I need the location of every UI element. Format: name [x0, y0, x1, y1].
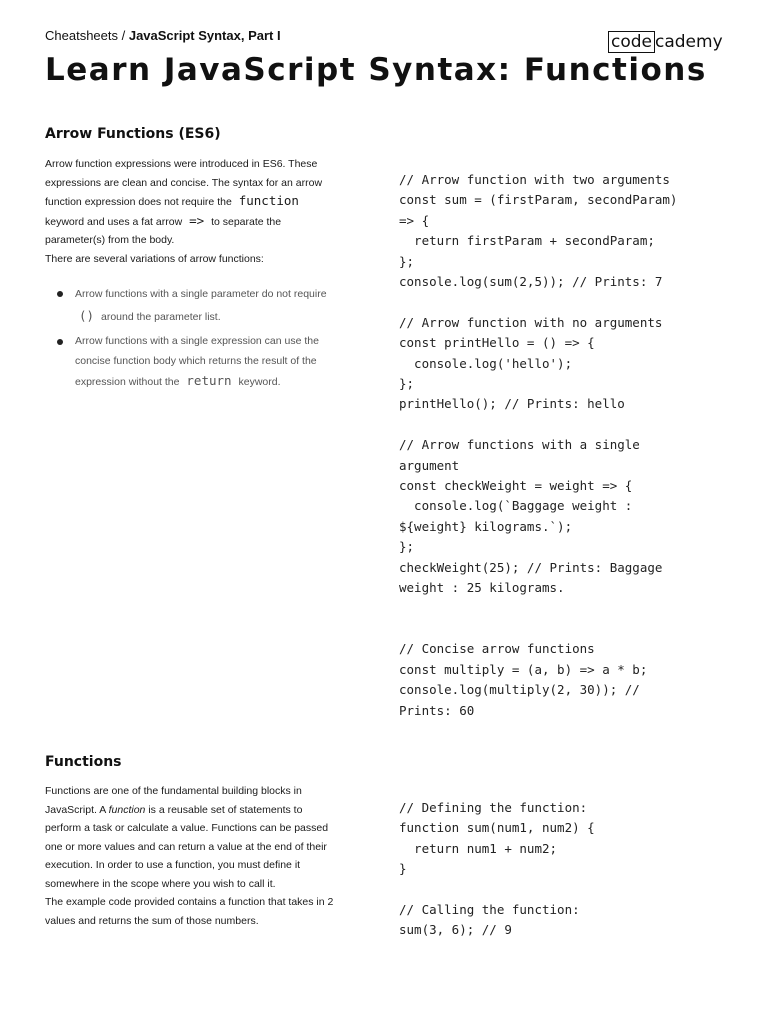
code-line: [399, 292, 677, 312]
code-line: checkWeight(25); // Prints: Baggage: [399, 559, 663, 575]
logo-boxed-text: code: [608, 31, 655, 53]
code-line: Prints: 60: [399, 702, 475, 718]
code-line: => {: [399, 212, 430, 228]
code-line: // Defining the function:: [399, 800, 588, 815]
arrow-functions-variations-list: [56, 283, 331, 395]
section-heading-functions: Functions: [45, 754, 122, 770]
code-line: argument: [399, 457, 460, 473]
code-line: // Arrow function with no arguments: [399, 314, 663, 330]
list-item: [56, 331, 331, 392]
code-line: // Calling the function:: [399, 902, 580, 918]
code-line: printHello(); // Prints: hello: [399, 396, 625, 412]
breadcrumb: [45, 28, 281, 43]
list-item-text: keyword.: [238, 376, 281, 388]
code-line: const printHello = () => {: [399, 335, 595, 351]
codecademy-logo[interactable]: [608, 31, 723, 53]
code-line: console.log('hello');: [399, 355, 573, 371]
description-paragraph: There are several variations of arrow functions:: [45, 252, 264, 265]
breadcrumb-root-link[interactable]: Cheatsheets: [45, 28, 118, 43]
inline-code: return: [186, 373, 232, 388]
code-line: console.log(sum(2,5)); // Prints: 7: [399, 274, 663, 290]
code-line: ${weight} kilograms.`);: [399, 518, 573, 534]
code-line: return firstParam + secondParam;: [399, 233, 655, 249]
code-line: [399, 619, 677, 639]
inline-code: =>: [189, 212, 205, 228]
description-text: keyword and uses a fat arrow: [45, 215, 183, 228]
breadcrumb-current[interactable]: JavaScript Syntax, Part I: [128, 28, 281, 43]
code-line: const sum = (firstParam, secondParam): [399, 192, 678, 208]
section-heading-arrow-functions: Arrow Functions (ES6): [45, 126, 221, 142]
code-line: console.log(`Baggage weight :: [399, 498, 633, 514]
arrow-functions-description: [45, 155, 335, 268]
code-line: return num1 + num2;: [399, 840, 558, 856]
code-line: function sum(num1, num2) {: [399, 820, 595, 836]
list-item-text: Arrow functions with a single parameter do not require: [75, 288, 327, 300]
inline-code: (): [79, 308, 95, 323]
inline-code: function: [238, 193, 299, 208]
code-line: [399, 415, 677, 435]
description-emphasis: function: [108, 803, 146, 816]
page-title: Learn JavaScript Syntax: Functions: [45, 52, 707, 88]
code-line: console.log(multiply(2, 30)); //: [399, 682, 640, 698]
functions-code-example: [399, 798, 595, 941]
code-line: }: [399, 861, 407, 877]
code-line: // Arrow function with two arguments: [399, 172, 670, 187]
description-text: is a reusable set of statements to perform a task or calculate a value. Functions can be passed one or more values and can return a value at the end of their execution. In order to use a function, you must define it somewhere in the scope where you wish to call it.: [45, 803, 329, 890]
code-line: [399, 880, 595, 900]
code-line: // Concise arrow functions: [399, 641, 595, 657]
code-line: const checkWeight = weight => {: [399, 478, 633, 494]
list-item-text: around the parameter list.: [100, 311, 221, 323]
code-line: [399, 599, 677, 619]
list-item: [56, 283, 331, 328]
description-paragraph: [45, 782, 335, 893]
code-line: };: [399, 253, 415, 269]
description-text: Arrow function expressions were introduced in ES6. These expressions are clean and concise. The syntax for an arrow function expression does not require the: [45, 158, 323, 208]
code-line: };: [399, 376, 415, 392]
arrow-functions-code-example: [399, 170, 677, 721]
description-text: Functions are one of the fundamental building blocks in JavaScript. A: [45, 785, 302, 816]
code-line: // Arrow functions with a single: [399, 437, 640, 453]
code-line: const multiply = (a, b) => a * b;: [399, 661, 648, 677]
code-line: };: [399, 539, 415, 555]
functions-description: [45, 782, 335, 930]
code-line: weight : 25 kilograms.: [399, 580, 565, 596]
description-paragraph: The example code provided contains a function that takes in 2 values and returns the sum of those numbers.: [45, 896, 334, 927]
list-item-text: Arrow functions with a single expression can use the concise function body which returns the result of the expression without the: [75, 335, 319, 388]
breadcrumb-separator: /: [118, 28, 129, 43]
description-text: to separate the parameter(s) from the body.: [45, 215, 282, 246]
code-line: sum(3, 6); // 9: [399, 922, 512, 938]
description-paragraph: [45, 155, 335, 250]
logo-text: cademy: [655, 32, 723, 52]
